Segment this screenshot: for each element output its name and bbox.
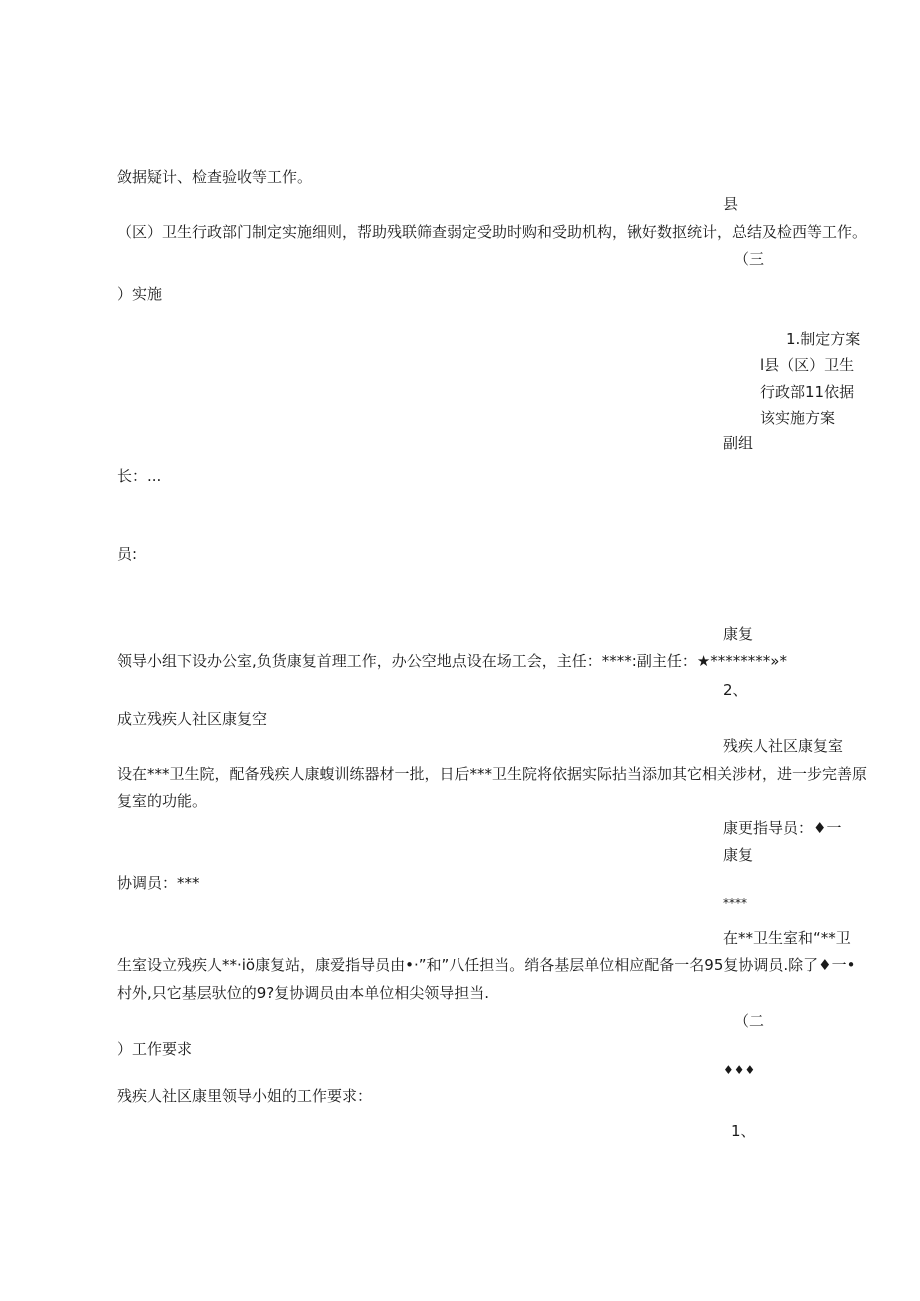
text-line: 行政部11依据 [760, 383, 855, 401]
text-line: 康复 [723, 625, 754, 643]
text-line: 村外,只它基层驮位的9?复协调员由本单位相尖领导担当. [117, 984, 490, 1002]
text-line: 成立残疾人社区康复空 [117, 710, 268, 728]
text-line: 设在***卫生院，配备残疾人康蝮训练器材一批，日后***卫生院将依据实际拈当添加其它相关涉材，进一步完善原 [117, 765, 868, 783]
text-line: 康更指导员：♦一 [723, 819, 842, 837]
text-line: （区）卫生行政部门制定实施细则，帮助残联筛查弱定受助时购和受助机构，锹好数抠统计，总结及检西等工作。 [117, 223, 868, 241]
text-line: 长：... [117, 467, 162, 485]
text-line: 1.制定方案 [786, 330, 861, 348]
text-line: l县（区）卫生 [760, 356, 855, 374]
text-line: ♦♦♦ [723, 1063, 756, 1077]
text-line: （三 [734, 250, 765, 268]
text-line: 1、 [731, 1122, 756, 1140]
text-line: 该实施方案 [760, 409, 836, 427]
text-line: 领导小组下设办公室,负货康复首理工作，办公空地点设在场工会，主任：****:副主任：★********»* [117, 652, 787, 670]
text-line: ）实施 [117, 285, 163, 303]
text-line: 2、 [723, 681, 748, 699]
text-line: （二 [734, 1012, 765, 1030]
text-line: **** [723, 896, 747, 910]
text-line: 康复 [723, 846, 754, 864]
text-line: 复室的功能。 [117, 792, 208, 810]
text-line: 员: [117, 545, 138, 563]
text-line: 残疾人社区康复室 [723, 737, 844, 755]
text-line: 在**卫生室和“**卫 [723, 929, 851, 947]
text-line: 县 [723, 195, 739, 213]
text-line: 残疾人社区康里领导小姐的工作要求： [117, 1087, 373, 1105]
text-line: 副组 [723, 434, 754, 452]
text-line: 协调员：*** [117, 874, 200, 892]
text-line: 敛据疑计、检查验收等工作。 [117, 168, 313, 186]
text-line: 生室设立残疾人**·iö康复站，康爱指导员由•·”和”八任担当。绡各基层单位相应配备一名95复协调员.除了♦一• [117, 956, 856, 974]
text-line: ）工作要求 [117, 1040, 193, 1058]
